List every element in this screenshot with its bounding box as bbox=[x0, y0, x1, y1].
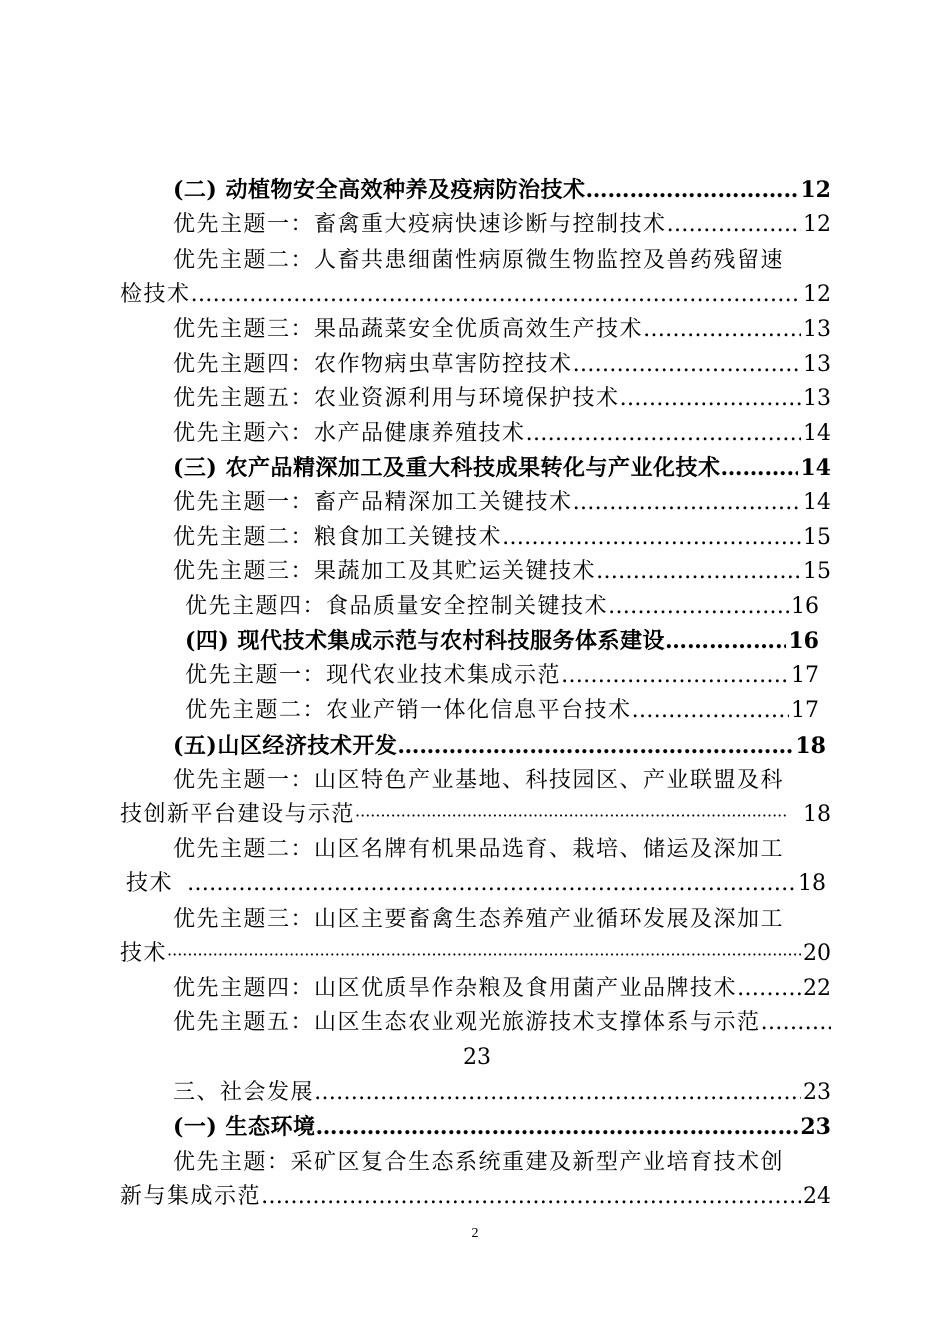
toc-entry[interactable] bbox=[120, 798, 831, 832]
toc-entry-page: 12 bbox=[800, 177, 831, 203]
toc-entry-page: 13 bbox=[803, 352, 831, 377]
leader-dots bbox=[502, 521, 801, 555]
toc-entry-page: 18 bbox=[795, 733, 826, 759]
toc-entry[interactable] bbox=[185, 694, 819, 728]
leader-dots bbox=[632, 694, 789, 728]
toc-entry-page: 15 bbox=[803, 525, 831, 550]
toc-entry[interactable] bbox=[185, 624, 819, 658]
toc-entry-title: 优先主题三：果蔬加工及其贮运关键技术 bbox=[173, 559, 597, 584]
leader-dots bbox=[608, 590, 789, 624]
toc-entry[interactable] bbox=[120, 278, 831, 312]
toc-entry[interactable] bbox=[173, 729, 826, 763]
toc-entry-title: (四) 现代技术集成示范与农村科技服务体系建设 bbox=[185, 628, 665, 654]
leader-dots bbox=[261, 1180, 801, 1214]
toc-entry-page: 18 bbox=[803, 802, 831, 827]
leader-dots bbox=[761, 1006, 831, 1040]
toc-entry[interactable] bbox=[173, 521, 831, 555]
toc-entry-page: 24 bbox=[803, 1184, 831, 1209]
leader-dots bbox=[397, 729, 793, 763]
toc-entry-title: 优先主题四：山区优质旱作杂粮及食用菌产业品牌技术 bbox=[173, 976, 738, 1001]
toc-entry[interactable] bbox=[185, 590, 819, 624]
toc-entry[interactable] bbox=[173, 348, 831, 382]
toc-entry-page: 22 bbox=[803, 976, 831, 1001]
toc-entry[interactable] bbox=[173, 382, 831, 416]
toc-entry-page: 16 bbox=[788, 628, 819, 654]
leader-dots bbox=[561, 659, 789, 693]
toc-entry-title: (三) 农产品精深加工及重大科技成果转化与产业化技术 bbox=[173, 455, 721, 481]
toc-entry[interactable] bbox=[185, 659, 819, 693]
toc-entry-page: 13 bbox=[803, 317, 831, 342]
toc-entry[interactable] bbox=[120, 1180, 831, 1214]
leader-dots bbox=[314, 1076, 801, 1110]
toc-entry[interactable] bbox=[126, 867, 826, 901]
toc-entry-title: 技创新平台建设与示范 bbox=[120, 802, 356, 827]
toc-entry[interactable] bbox=[120, 937, 831, 971]
leader-dots bbox=[526, 417, 801, 451]
toc-entry-title-line1[interactable]: 优先主题：采矿区复合生态系统重建及新型产业培育技术创 bbox=[173, 1150, 785, 1175]
toc-entry-page: 14 bbox=[803, 490, 831, 515]
leader-dots bbox=[167, 937, 801, 972]
toc-entry-title: 技术 bbox=[120, 941, 168, 966]
toc-entry-title: (五)山区经济技术开发 bbox=[173, 733, 398, 759]
toc-entry-title: 优先主题六：水产品健康养殖技术 bbox=[173, 421, 526, 446]
toc-entry-title: 优先主题二：粮食加工关键技术 bbox=[173, 525, 503, 550]
toc-entry-page: 14 bbox=[800, 455, 831, 481]
toc-entry[interactable] bbox=[173, 972, 831, 1006]
toc-entry-page: 12 bbox=[803, 282, 831, 307]
toc-entry-title-line1[interactable]: 优先主题三：山区主要畜禽生态养殖产业循环发展及深加工 bbox=[173, 907, 785, 932]
leader-dots bbox=[355, 798, 789, 833]
toc-entry[interactable] bbox=[173, 451, 831, 485]
toc-entry-title-line1[interactable]: 优先主题二：人畜共患细菌性病原微生物监控及兽药残留速 bbox=[173, 248, 785, 273]
leader-dots bbox=[573, 348, 801, 382]
toc-entry-page: 15 bbox=[803, 559, 831, 584]
leader-dots bbox=[573, 486, 801, 520]
leader-dots bbox=[737, 972, 801, 1006]
toc-entry-page: 23 bbox=[800, 1114, 831, 1140]
leader-dots bbox=[585, 173, 798, 207]
toc-entry-title: (一) 生态环境 bbox=[173, 1114, 316, 1140]
leader-dots bbox=[187, 867, 796, 901]
leader-dots bbox=[315, 1110, 798, 1144]
toc-entry-title: 优先主题三：果品蔬菜安全优质高效生产技术 bbox=[173, 317, 644, 342]
leader-dots bbox=[191, 278, 801, 312]
toc-entry-title: 优先主题一：畜禽重大疫病快速诊断与控制技术 bbox=[173, 212, 667, 237]
leader-dots bbox=[596, 555, 801, 589]
toc-entry[interactable] bbox=[173, 1006, 831, 1040]
leader-dots bbox=[665, 624, 786, 658]
toc-entry-page: 14 bbox=[803, 421, 831, 446]
leader-dots bbox=[620, 382, 801, 416]
toc-entry-title: 三、社会发展 bbox=[173, 1080, 315, 1105]
toc-entry[interactable] bbox=[173, 486, 831, 520]
toc-entry-title: 检技术 bbox=[120, 282, 191, 307]
leader-dots bbox=[667, 208, 801, 242]
toc-entry-title: 优先主题四：农作物病虫草害防控技术 bbox=[173, 352, 573, 377]
toc-entry[interactable] bbox=[173, 417, 831, 451]
toc-entry-title-line1[interactable]: 优先主题一：山区特色产业基地、科技园区、产业联盟及科 bbox=[173, 768, 785, 793]
page-number: 2 bbox=[471, 1226, 479, 1241]
toc-entry-title: 优先主题一：畜产品精深加工关键技术 bbox=[173, 490, 573, 515]
toc-entry-title: 新与集成示范 bbox=[120, 1184, 262, 1209]
toc-entry-title: (二) 动植物安全高效种养及疫病防治技术 bbox=[173, 177, 586, 203]
toc-entry-title-line1[interactable]: 优先主题二：山区名牌有机果品选育、栽培、储运及深加工 bbox=[173, 837, 785, 862]
toc-entry-title: 优先主题四：食品质量安全控制关键技术 bbox=[185, 594, 609, 619]
toc-entry[interactable] bbox=[173, 1076, 831, 1110]
toc-entry[interactable] bbox=[173, 1110, 831, 1144]
leader-dots bbox=[720, 451, 798, 485]
toc-entry[interactable] bbox=[173, 173, 831, 207]
toc-entry[interactable] bbox=[173, 313, 831, 347]
toc-entry-page: 12 bbox=[803, 212, 831, 237]
toc-entry-page: 23 bbox=[803, 1080, 831, 1105]
toc-entry-page: 16 bbox=[791, 594, 819, 619]
toc-entry-page: 17 bbox=[791, 663, 819, 688]
toc-entry-page: 18 bbox=[798, 871, 826, 896]
toc-entry-page: 20 bbox=[803, 941, 831, 966]
toc-entry-title: 优先主题二：农业产销一体化信息平台技术 bbox=[185, 698, 632, 723]
toc-entry-title: 优先主题五：山区生态农业观光旅游技术支撑体系与示范 bbox=[173, 1010, 761, 1035]
toc-entry-title: 优先主题五：农业资源利用与环境保护技术 bbox=[173, 386, 620, 411]
toc-entry[interactable] bbox=[173, 208, 831, 242]
leader-dots bbox=[643, 313, 801, 347]
toc-entry[interactable] bbox=[173, 555, 831, 589]
toc-entry-page: 23 bbox=[463, 1045, 491, 1070]
toc-entry-page: 13 bbox=[803, 386, 831, 411]
toc-entry-title: 技术 bbox=[126, 871, 174, 896]
toc-entry-title: 优先主题一：现代农业技术集成示范 bbox=[185, 663, 562, 688]
toc-entry-page: 17 bbox=[791, 698, 819, 723]
